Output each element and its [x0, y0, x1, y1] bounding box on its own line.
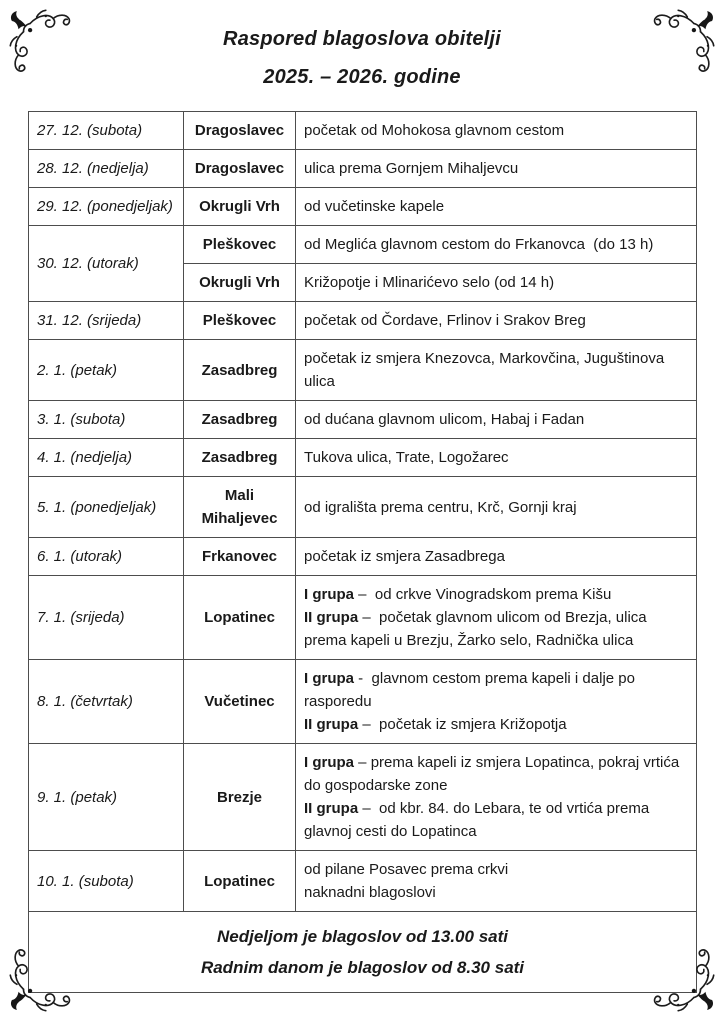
route-line: početak iz smjera Zasadbrega	[304, 548, 505, 565]
table-row	[29, 744, 697, 851]
page-subtitle: 2025. – 2026. godine	[263, 66, 461, 88]
blessing-schedule-table	[28, 111, 697, 993]
place-cell: Dragoslavec	[184, 112, 296, 150]
route-cell	[296, 264, 697, 302]
table-row	[29, 576, 697, 660]
route-cell	[296, 744, 697, 851]
route-cell	[296, 538, 697, 576]
date-cell: 7. 1. (srijeda)	[29, 576, 184, 660]
table-row	[29, 477, 697, 538]
date-cell: 6. 1. (utorak)	[29, 538, 184, 576]
date-cell: 2. 1. (petak)	[29, 340, 184, 401]
date-cell: 28. 12. (nedjelja)	[29, 150, 184, 188]
date-cell: 31. 12. (srijeda)	[29, 302, 184, 340]
place-cell: Brezje	[184, 744, 296, 851]
route-cell	[296, 851, 697, 912]
route-line: II grupa – početak glavnom ulicom od Brezja, ulica prema kapeli u Brezju, Žarko selo, Radnička ulica	[304, 609, 651, 649]
route-line: I grupa – od crkve Vinogradskom prema Kišu	[304, 586, 612, 603]
table-row	[29, 401, 697, 439]
table-row	[29, 302, 697, 340]
route-cell	[296, 188, 697, 226]
floral-corner-ornament-icon	[7, 948, 73, 1014]
route-cell	[296, 112, 697, 150]
place-cell: Zasadbreg	[184, 439, 296, 477]
place-cell: Okrugli Vrh	[184, 264, 296, 302]
route-cell	[296, 477, 697, 538]
floral-corner-ornament-icon	[651, 948, 717, 1014]
route-cell	[296, 576, 697, 660]
place-cell: Frkanovec	[184, 538, 296, 576]
route-line: ulica prema Gornjem Mihaljevcu	[304, 160, 519, 177]
route-line: Križopotje i Mlinarićevo selo (od 14 h)	[304, 274, 555, 291]
route-line: od Meglića glavnom cestom do Frkanovca (do 13 h)	[304, 236, 654, 253]
date-cell: 9. 1. (petak)	[29, 744, 184, 851]
table-footer-row	[29, 912, 697, 993]
route-line: početak od Čordave, Frlinov i Srakov Breg	[304, 312, 586, 329]
date-cell: 8. 1. (četvrtak)	[29, 660, 184, 744]
table-row	[29, 851, 697, 912]
place-cell: Lopatinec	[184, 851, 296, 912]
route-cell	[296, 660, 697, 744]
route-line: naknadni blagoslovi	[304, 884, 436, 901]
floral-corner-ornament-icon	[651, 7, 717, 73]
place-cell: Pleškovec	[184, 302, 296, 340]
route-line: početak od Mohokosa glavnom cestom	[304, 122, 565, 139]
place-cell: Lopatinec	[184, 576, 296, 660]
floral-corner-ornament-icon	[7, 7, 73, 73]
place-cell: Vučetinec	[184, 660, 296, 744]
place-cell: Mali Mihaljevec	[184, 477, 296, 538]
route-line: I grupa - glavnom cestom prema kapeli i dalje po rasporedu	[304, 670, 640, 710]
date-cell: 10. 1. (subota)	[29, 851, 184, 912]
table-row	[29, 340, 697, 401]
table-row	[29, 538, 697, 576]
document-header	[0, 0, 724, 89]
date-cell: 30. 12. (utorak)	[29, 226, 184, 302]
route-line: Tukova ulica, Trate, Logožarec	[304, 449, 509, 466]
date-cell: 29. 12. (ponedjeljak)	[29, 188, 184, 226]
route-cell	[296, 401, 697, 439]
route-cell	[296, 150, 697, 188]
date-cell: 4. 1. (nedjelja)	[29, 439, 184, 477]
date-cell: 5. 1. (ponedjeljak)	[29, 477, 184, 538]
table-row	[29, 660, 697, 744]
footer-note-cell	[29, 912, 697, 993]
route-cell	[296, 302, 697, 340]
route-cell	[296, 340, 697, 401]
date-cell: 27. 12. (subota)	[29, 112, 184, 150]
route-line: od vučetinske kapele	[304, 198, 445, 215]
route-line: II grupa – od kbr. 84. do Lebara, te od vrtića prema glavnoj cesti do Lopatinca	[304, 800, 654, 840]
place-cell: Zasadbreg	[184, 401, 296, 439]
place-cell: Zasadbreg	[184, 340, 296, 401]
footer-note-sunday: Nedjeljom je blagoslov od 13.00 sati	[217, 927, 508, 946]
route-line: II grupa – početak iz smjera Križopotja	[304, 716, 567, 733]
footer-note-weekday: Radnim danom je blagoslov od 8.30 sati	[200, 958, 525, 977]
date-cell: 3. 1. (subota)	[29, 401, 184, 439]
place-cell: Pleškovec	[184, 226, 296, 264]
route-cell	[296, 439, 697, 477]
route-line: početak iz smjera Knezovca, Markovčina, Juguštinova ulica	[304, 350, 669, 390]
route-line: od igrališta prema centru, Krč, Gornji kraj	[304, 498, 577, 516]
table-row	[29, 226, 697, 264]
place-cell: Okrugli Vrh	[184, 188, 296, 226]
table-row	[29, 112, 697, 150]
place-cell: Dragoslavec	[184, 150, 296, 188]
route-line: od pilane Posavec prema crkvi	[304, 861, 509, 878]
schedule-table-body	[29, 112, 697, 912]
table-row	[29, 150, 697, 188]
route-cell	[296, 226, 697, 264]
table-row	[29, 188, 697, 226]
route-line: od dućana glavnom ulicom, Habaj i Fadan	[304, 411, 585, 428]
route-line: I grupa – prema kapeli iz smjera Lopatinca, pokraj vrtića do gospodarske zone	[304, 754, 684, 794]
table-row	[29, 439, 697, 477]
page-title: Raspored blagoslova obitelji	[223, 28, 501, 50]
